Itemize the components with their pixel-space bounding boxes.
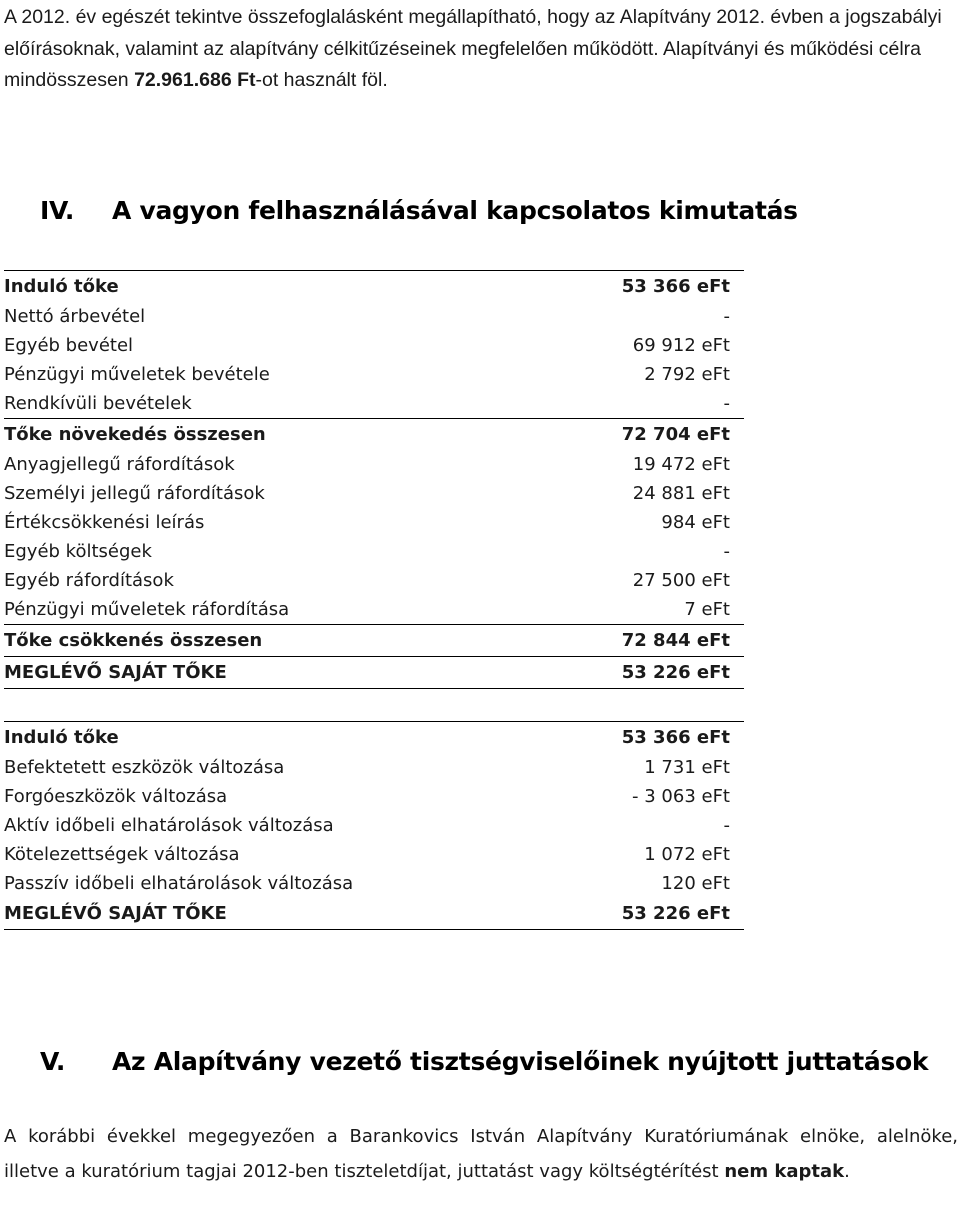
row-value: - [723, 541, 730, 562]
row-value: 1 731 eFt [644, 757, 730, 778]
section-v-heading [40, 1047, 928, 1076]
row-label: Tőke csökkenés összesen [4, 630, 263, 651]
row-label: Személyi jellegű ráfordítások [4, 483, 265, 504]
row-label: Egyéb bevétel [4, 335, 134, 356]
intro-text: A 2012. év egészét tekintve összefoglalásként megállapítható, hogy az Alapítvány 2012. évben a jogszabályi előírásoknak, valamint az alapítvány célkitűzéseinek megfelelően működött. Alapítványi és működési célra mindösszesen [4, 6, 942, 91]
table-row [4, 331, 744, 360]
row-label: Forgóeszközök változása [4, 786, 228, 807]
table-row [4, 450, 744, 479]
row-value: 24 881 eFt [632, 483, 730, 504]
row-label: Kötelezettségek változása [4, 844, 240, 865]
row-value: - 3 063 eFt [632, 786, 730, 807]
row-value: - [723, 306, 730, 327]
section-iv-number: IV. [40, 196, 75, 225]
table-row [4, 840, 744, 869]
row-value: 27 500 eFt [632, 570, 730, 591]
capital-statement-table [4, 270, 744, 689]
row-value: 53 226 eFt [621, 662, 730, 683]
row-label: Passzív időbeli elhatárolások változása [4, 873, 354, 894]
row-value: 1 072 eFt [644, 844, 730, 865]
subtotal-row [4, 624, 744, 656]
row-label: Pénzügyi műveletek bevétele [4, 364, 270, 385]
row-value: 53 366 eFt [621, 276, 730, 297]
row-value: 984 eFt [661, 512, 730, 533]
row-value: 19 472 eFt [632, 454, 730, 475]
section-iv-title: A vagyon felhasználásával kapcsolatos kimutatás [112, 196, 798, 225]
row-label: Nettó árbevétel [4, 306, 146, 327]
table-row [4, 389, 744, 418]
intro-paragraph [4, 2, 954, 97]
row-label: Tőke növekedés összesen [4, 424, 266, 445]
row-label: Értékcsökkenési leírás [4, 512, 205, 533]
table-row [4, 811, 744, 840]
row-label: Egyéb ráfordítások [4, 570, 174, 591]
total-row [4, 656, 744, 688]
section-iv-heading [40, 196, 798, 225]
footer-text: A korábbi évekkel megegyezően a Barankovics István Alapítvány Kuratóriumának elnöke, alelnöke, illetve a kuratórium tagjai 2012-ben tiszteletdíjat, juttatást vagy költségtérítést [4, 1126, 958, 1182]
row-value: 72 844 eFt [621, 630, 730, 651]
table-row [4, 537, 744, 566]
table-row [4, 479, 744, 508]
row-value: - [723, 393, 730, 414]
intro-text-end: -ot használt föl. [255, 69, 388, 91]
row-label: Rendkívüli bevételek [4, 393, 192, 414]
section-v-number: V. [40, 1047, 66, 1076]
table-row [4, 722, 744, 753]
row-value: 53 226 eFt [621, 903, 730, 924]
table-row [4, 782, 744, 811]
row-label: MEGLÉVŐ SAJÁT TŐKE [4, 662, 227, 683]
table-row [4, 595, 744, 624]
table-row [4, 508, 744, 537]
table-row [4, 566, 744, 595]
row-value: 53 366 eFt [621, 727, 730, 748]
row-label: Induló tőke [4, 276, 119, 297]
total-row [4, 898, 744, 929]
row-label: Induló tőke [4, 727, 119, 748]
footer-emphasis: nem kaptak [724, 1161, 845, 1182]
row-value: 69 912 eFt [632, 335, 730, 356]
row-value: 72 704 eFt [621, 424, 730, 445]
row-label: Aktív időbeli elhatárolások változása [4, 815, 334, 836]
table-row [4, 271, 744, 302]
row-label: Egyéb költségek [4, 541, 152, 562]
footer-end: . [844, 1161, 850, 1182]
table-row [4, 360, 744, 389]
row-label: Anyagjellegű ráfordítások [4, 454, 235, 475]
row-value: 7 eFt [684, 599, 730, 620]
table-row [4, 302, 744, 331]
row-label: MEGLÉVŐ SAJÁT TŐKE [4, 903, 227, 924]
capital-change-table [4, 721, 744, 930]
section-v-title: Az Alapítvány vezető tisztségviselőinek nyújtott juttatások [112, 1047, 929, 1076]
row-label: Pénzügyi műveletek ráfordítása [4, 599, 290, 620]
row-value: 2 792 eFt [644, 364, 730, 385]
footer-paragraph [4, 1119, 958, 1189]
row-value: - [723, 815, 730, 836]
subtotal-row [4, 418, 744, 450]
intro-amount: 72.961.686 Ft [134, 69, 256, 91]
table-row [4, 753, 744, 782]
table-row [4, 869, 744, 898]
row-value: 120 eFt [661, 873, 730, 894]
row-label: Befektetett eszközök változása [4, 757, 285, 778]
